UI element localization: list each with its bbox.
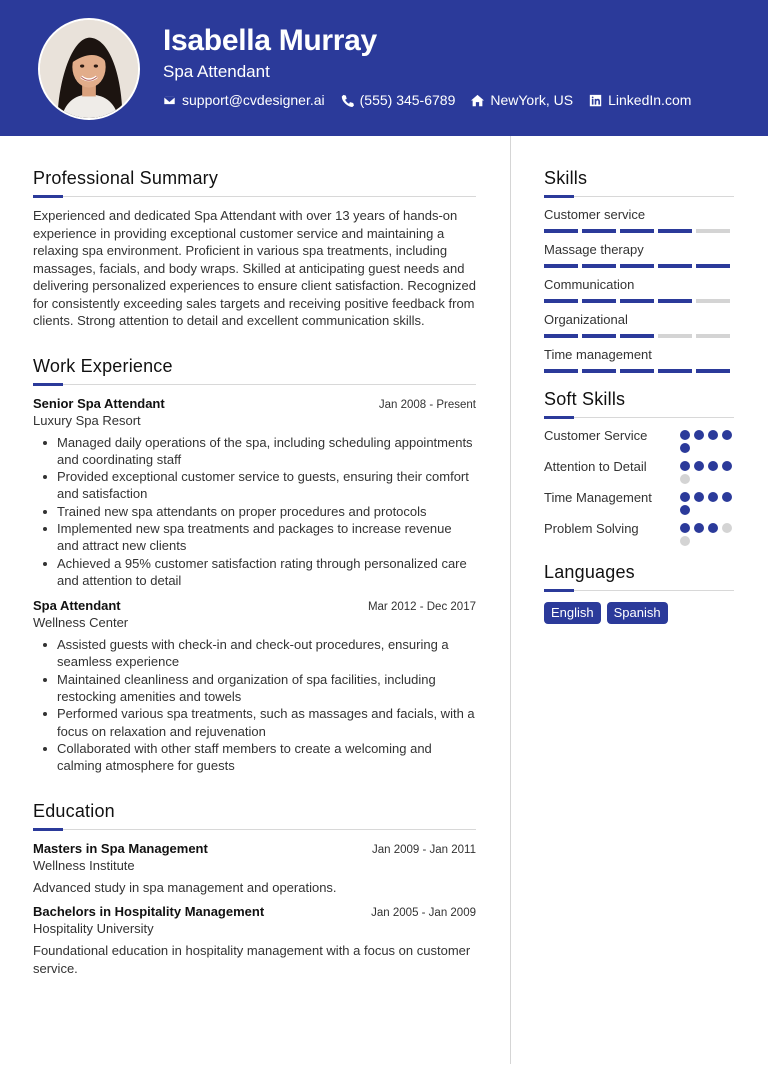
- skill-level-segment: [544, 334, 578, 338]
- main-column: [33, 168, 476, 977]
- soft-skill-row: [544, 520, 734, 546]
- soft-skill-name: Problem Solving: [544, 521, 639, 536]
- soft-skills-heading: Soft Skills: [544, 389, 626, 409]
- skill-level-segment: [544, 299, 578, 303]
- skill-level-segment: [620, 229, 654, 233]
- language-badge: Spanish: [607, 602, 668, 624]
- rating-dot: [680, 505, 690, 515]
- skill-level-bar: [544, 229, 734, 233]
- education-heading: Education: [33, 800, 115, 821]
- education-section: [33, 801, 476, 978]
- contact-location[interactable]: [471, 92, 573, 108]
- job-bullet: Performed various spa treatments, such as massages and facials, with a focus on relaxation and rejuvenation: [33, 705, 476, 740]
- job-bullet: Trained new spa attendants on proper procedures and protocols: [33, 503, 476, 520]
- column-divider: [510, 136, 511, 1064]
- soft-skills-section: [544, 389, 734, 546]
- soft-skill-name: Customer Service: [544, 428, 648, 443]
- rating-dot: [680, 430, 690, 440]
- side-column: [544, 168, 734, 624]
- skill-level-segment: [696, 334, 730, 338]
- rating-dot: [694, 461, 704, 471]
- experience-heading: Work Experience: [33, 355, 173, 376]
- education-description: Foundational education in hospitality management with a focus on customer service.: [33, 943, 471, 976]
- rating-dot: [680, 474, 690, 484]
- language-list: [544, 602, 734, 624]
- candidate-name: Isabella Murray: [163, 24, 377, 57]
- profile-photo: [38, 18, 140, 120]
- skill-level-segment: [696, 229, 730, 233]
- education-description: Advanced study in spa management and operations.: [33, 879, 337, 895]
- skill-name: Time management: [544, 347, 652, 362]
- summary-heading: Professional Summary: [33, 168, 219, 188]
- rating-dot: [694, 430, 704, 440]
- rating-dot: [722, 461, 732, 471]
- home-icon: [471, 94, 484, 107]
- job-bullets: [33, 434, 476, 590]
- job-company: Wellness Center: [33, 615, 129, 631]
- section-rule: [544, 590, 734, 591]
- soft-skill-row: [544, 458, 734, 484]
- contact-phone[interactable]: [341, 92, 456, 108]
- skill-level-segment: [544, 229, 578, 233]
- soft-skill-name: Attention to Detail: [544, 459, 647, 474]
- contact-email[interactable]: [163, 92, 325, 108]
- education-date: Jan 2009 - Jan 2011: [371, 843, 476, 856]
- rating-dot: [722, 492, 732, 502]
- rating-dot: [694, 492, 704, 502]
- job-entry: [33, 396, 476, 590]
- contact-linkedin[interactable]: [589, 92, 691, 108]
- job-title: Senior Spa Attendant: [33, 395, 165, 411]
- job-bullet: Implemented new spa treatments and packages to increase revenue and attract new clients: [33, 520, 476, 555]
- rating-dot: [680, 492, 690, 502]
- job-title: Spa Attendant: [33, 598, 121, 614]
- skill-level-segment: [582, 334, 616, 338]
- education-entry: [33, 841, 476, 897]
- skill-level-segment: [658, 264, 692, 268]
- rating-dot: [722, 523, 732, 533]
- rating-dot: [694, 523, 704, 533]
- soft-skill-rating: [680, 458, 734, 484]
- education-header: [33, 841, 476, 856]
- skill-level-segment: [544, 264, 578, 268]
- skill-level-segment: [620, 299, 654, 303]
- section-rule: [33, 196, 476, 197]
- education-header: [33, 904, 476, 919]
- work-experience-section: [33, 356, 476, 775]
- skill-level-segment: [658, 299, 692, 303]
- contact-list: [163, 92, 691, 108]
- rating-dot: [708, 492, 718, 502]
- skill-level-segment: [696, 369, 730, 373]
- skill-level-segment: [582, 299, 616, 303]
- skill-level-segment: [696, 264, 730, 268]
- soft-skill-rating: [680, 427, 734, 453]
- soft-skill-rating: [680, 520, 734, 546]
- skill-level-segment: [658, 334, 692, 338]
- job-bullet: Managed daily operations of the spa, including scheduling appointments and coordinating staff: [33, 434, 476, 469]
- degree-name: Bachelors in Hospitality Management: [33, 904, 265, 920]
- language-badge: English: [544, 602, 601, 624]
- rating-dot: [680, 461, 690, 471]
- professional-summary-section: [33, 168, 476, 330]
- candidate-title: Spa Attendant: [163, 62, 270, 81]
- section-rule: [544, 417, 734, 418]
- skill-level-bar: [544, 264, 734, 268]
- skill-level-segment: [582, 369, 616, 373]
- skill-level-segment: [620, 334, 654, 338]
- rating-dot: [708, 523, 718, 533]
- job-bullet: Provided exceptional customer service to guests, ensuring their comfort and satisfaction: [33, 468, 476, 503]
- rating-dot: [708, 430, 718, 440]
- school-name: Hospitality University: [33, 921, 154, 937]
- soft-skill-rating: [680, 489, 734, 515]
- skill-level-bar: [544, 299, 734, 303]
- skill-level-segment: [582, 229, 616, 233]
- email-text: support@cvdesigner.ai: [182, 92, 325, 108]
- phone-icon: [341, 94, 354, 107]
- skills-heading: Skills: [544, 168, 588, 188]
- languages-heading: Languages: [544, 562, 635, 582]
- summary-text: Experienced and dedicated Spa Attendant with over 13 years of hands-on experience in providing exceptional customer service and maintaining a relaxing spa environment. Proficient in various spa treatments, including massages, facials, and body wraps. Skilled at anticipating guest needs and delivering personalized experiences to ensure client satisfaction. Recognized for consistently exceeding sales targets and receiving positive feedback from clients. Strong attention to detail and excellent communication skills.: [33, 208, 476, 328]
- skill-level-bar: [544, 334, 734, 338]
- skill-name: Customer service: [544, 207, 646, 222]
- soft-skill-row: [544, 427, 734, 453]
- job-date: Jan 2008 - Present: [378, 398, 476, 411]
- linkedin-icon: [589, 94, 602, 107]
- job-bullets: [33, 636, 476, 774]
- envelope-icon: [163, 94, 176, 107]
- linkedin-text: LinkedIn.com: [608, 92, 692, 108]
- rating-dot: [680, 443, 690, 453]
- skill-level-segment: [620, 369, 654, 373]
- job-entry: [33, 598, 476, 774]
- location-text: NewYork, US: [490, 92, 574, 108]
- rating-dot: [680, 536, 690, 546]
- rating-dot: [680, 523, 690, 533]
- section-rule: [33, 384, 476, 385]
- phone-text: (555) 345-6789: [359, 92, 456, 108]
- soft-skill-name: Time Management: [544, 490, 652, 505]
- section-rule: [33, 829, 476, 830]
- job-company: Luxury Spa Resort: [33, 412, 141, 428]
- skill-level-bar: [544, 369, 734, 373]
- skill-level-segment: [658, 369, 692, 373]
- skill-level-segment: [582, 264, 616, 268]
- header: [0, 0, 768, 136]
- job-bullet: Assisted guests with check-in and check-out procedures, ensuring a seamless experience: [33, 636, 476, 671]
- education-entry: [33, 904, 476, 977]
- rating-dot: [722, 430, 732, 440]
- rating-dot: [708, 461, 718, 471]
- skill-level-segment: [696, 299, 730, 303]
- skills-section: [544, 168, 734, 373]
- job-header: [33, 598, 476, 613]
- job-date: Mar 2012 - Dec 2017: [367, 601, 476, 614]
- soft-skill-row: [544, 489, 734, 515]
- section-rule: [544, 196, 734, 197]
- soft-skills-list: [544, 427, 734, 546]
- skills-list: [544, 207, 734, 373]
- degree-name: Masters in Spa Management: [33, 840, 208, 856]
- education-date: Jan 2005 - Jan 2009: [371, 907, 476, 920]
- job-bullet: Achieved a 95% customer satisfaction rating through personalized care and attention to detail: [33, 555, 476, 590]
- job-header: [33, 396, 476, 411]
- school-name: Wellness Institute: [33, 857, 135, 873]
- skill-level-segment: [658, 229, 692, 233]
- job-bullet: Collaborated with other staff members to create a welcoming and calming atmosphere for guests: [33, 740, 476, 775]
- skill-level-segment: [544, 369, 578, 373]
- skill-name: Organizational: [544, 312, 628, 327]
- skill-level-segment: [620, 264, 654, 268]
- languages-section: [544, 562, 734, 624]
- skill-name: Communication: [544, 277, 635, 292]
- skill-name: Massage therapy: [544, 242, 644, 257]
- job-bullet: Maintained cleanliness and organization of spa facilities, including restocking amenities and towels: [33, 671, 476, 706]
